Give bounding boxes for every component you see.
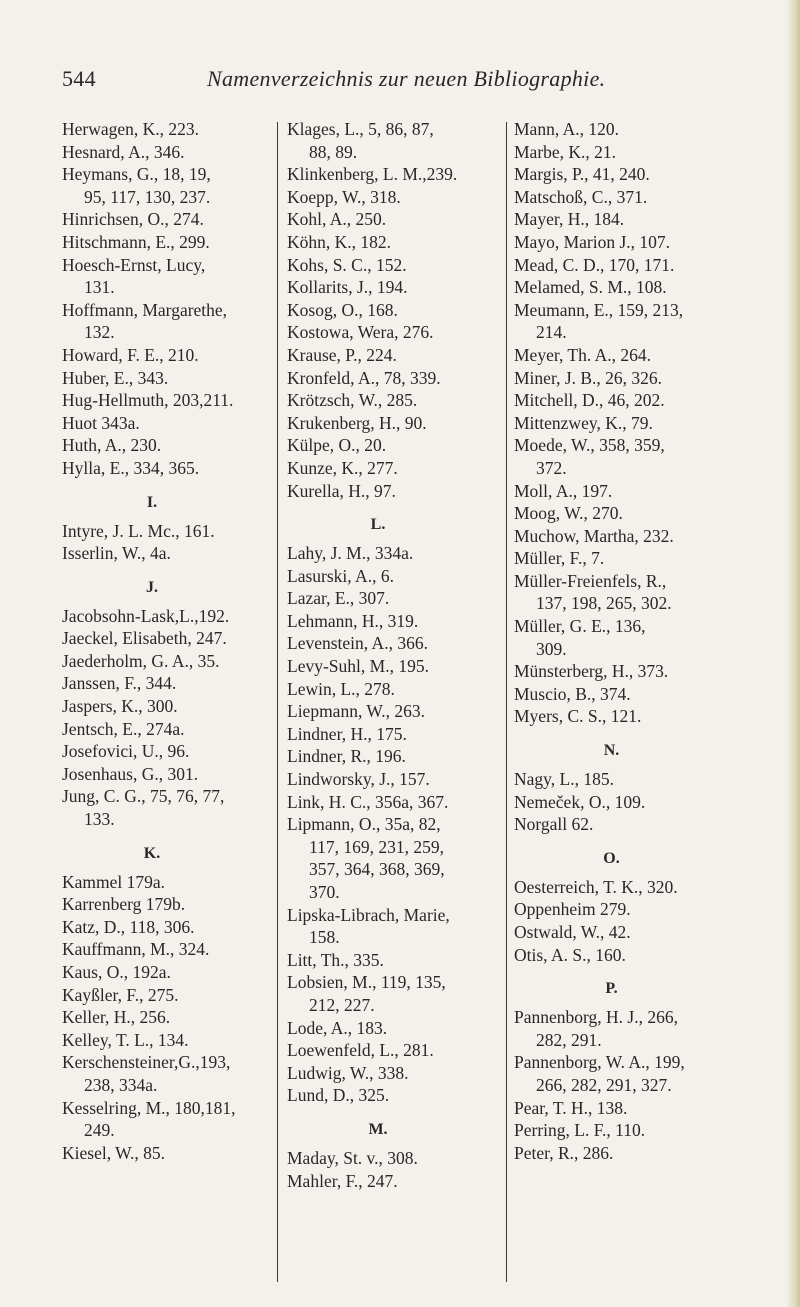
index-entry: Mayer, H., 184. [514,209,625,230]
index-entry-continuation: 95, 117, 130, 237. [84,186,211,207]
section-letter: L. [370,516,386,534]
index-entry: Münsterberg, H., 373. [514,661,669,682]
index-entry: Müller-Freienfels, R., [514,570,667,591]
index-entry: Josefovici, U., 96. [62,741,190,762]
index-entry: Lobsien, M., 119, 135, [287,972,446,993]
index-entry-continuation: 357, 364, 368, 369, [309,859,445,880]
column-divider [277,122,278,1282]
index-entry: Maday, St. v., 308. [287,1147,418,1168]
index-entry: Lund, D., 325. [287,1085,390,1106]
index-entry: Pear, T. H., 138. [514,1097,628,1118]
index-entry: Hug-Hellmuth, 203,211. [62,390,234,411]
index-entry: Mayo, Marion J., 107. [514,231,671,252]
index-entry: Moll, A., 197. [514,480,613,501]
index-entry: Kayßler, F., 275. [62,984,179,1005]
index-entry: Myers, C. S., 121. [514,706,642,727]
index-entry: Kohs, S. C., 152. [287,254,407,275]
index-entry: Link, H. C., 356a, 367. [287,791,449,812]
index-entry: Lipmann, O., 35a, 82, [287,814,441,835]
index-entry: Koepp, W., 318. [287,186,401,207]
index-column-3 [514,118,749,1164]
index-entry: Muchow, Martha, 232. [514,525,674,546]
index-entry: Hinrichsen, O., 274. [62,209,204,230]
index-entry: Howard, F. E., 210. [62,344,199,365]
index-entry: Levy-Suhl, M., 195. [287,656,429,677]
index-entry: Kohl, A., 250. [287,209,387,230]
index-entry: Intyre, J. L. Mc., 161. [62,520,215,541]
index-entry-continuation: 238, 334a. [84,1074,158,1095]
index-entry: Jaeckel, Elisabeth, 247. [62,628,227,649]
index-entry: Huber, E., 343. [62,367,169,388]
section-letter: J. [146,578,158,596]
index-entry: Kerschensteiner,G.,193, [62,1052,231,1073]
index-entry: Oesterreich, T. K., 320. [514,876,678,897]
column-divider [506,122,507,1282]
index-entry: Levenstein, A., 366. [287,633,428,654]
index-entry: Herwagen, K., 223. [62,119,200,139]
index-entry-continuation: 309. [536,638,567,659]
index-entry: Moede, W., 358, 359, [514,435,665,456]
section-letter: O. [603,849,620,867]
index-entry-continuation: 370. [309,882,340,902]
index-entry: Lindner, H., 175. [287,723,407,744]
index-entry: Kunze, K., 277. [287,457,398,478]
index-entry-continuation: 214. [536,322,567,343]
index-entry: Norgall 62. [514,814,594,835]
index-entry: Kesselring, M., 180,181, [62,1097,236,1118]
section-letter: I. [146,493,158,511]
index-entry: Heymans, G., 18, 19, [62,164,211,185]
index-entry: Müller, F., 7. [514,548,605,569]
index-entry: Kurella, H., 97. [287,480,396,501]
index-entry: Moog, W., 270. [514,503,623,524]
index-entry: Pannenborg, H. J., 266, [514,1007,678,1028]
index-entry-continuation: 137, 198, 265, 302. [536,593,672,614]
running-title: Namenverzeichnis zur neuen Bibliographie. [207,66,606,91]
index-entry: Matschoß, C., 371. [514,186,648,207]
index-entry: Köhn, K., 182. [287,231,392,252]
index-entry: Katz, D., 118, 306. [62,916,195,937]
index-entry: Jung, C. G., 75, 76, 77, [62,786,225,807]
index-entry: Hitschmann, E., 299. [62,231,210,252]
index-entry: Hesnard, A., 346. [62,141,185,162]
index-entry: Ostwald, W., 42. [514,922,631,942]
index-entry-continuation: 158. [309,927,340,948]
index-entry: Perring, L. F., 110. [514,1120,646,1141]
index-entry: Mahler, F., 247. [287,1170,398,1191]
section-letter: M. [368,1120,388,1138]
index-entry: Lindner, R., 196. [287,746,406,767]
index-entry: Kammel 179a. [62,871,166,892]
index-entry: Pannenborg, W. A., 199, [514,1052,685,1073]
index-entry: Keller, H., 256. [62,1007,171,1028]
index-entry-continuation: 117, 169, 231, 259, [309,836,444,857]
index-entry: Muscio, B., 374. [514,683,631,704]
index-entry: Miner, J. B., 26, 326. [514,367,663,388]
index-entry: Mitchell, D., 46, 202. [514,390,665,411]
index-entry: Mann, A., 120. [514,119,619,139]
section-letter: N. [603,742,620,760]
index-entry: Lindworsky, J., 157. [287,769,430,790]
index-entry: Klinkenberg, L. M.,239. [287,164,458,185]
index-entry: Karrenberg 179b. [62,894,186,915]
index-entry: Lipska-Librach, Marie, [287,904,450,925]
index-entry: Hoffmann, Margarethe, [62,299,228,320]
index-column-2 [287,118,505,1192]
index-entry: Nemeček, O., 109. [514,791,646,812]
index-entry-continuation: 282, 291. [536,1029,602,1050]
index-entry: Lehmann, H., 319. [287,610,419,631]
index-entry-continuation: 249. [84,1120,115,1141]
index-entry: Isserlin, W., 4a. [62,543,171,564]
index-entry: Kosog, O., 168. [287,299,398,320]
index-entry: Huth, A., 230. [62,435,162,456]
section-letter: K. [143,844,161,862]
index-entry-continuation: 88, 89. [309,141,358,162]
index-entry: Müller, G. E., 136, [514,616,646,637]
index-entry: Oppenheim 279. [514,899,631,920]
index-entry: Lode, A., 183. [287,1017,388,1038]
index-entry: Loewenfeld, L., 281. [287,1040,434,1061]
index-entry: Kollarits, J., 194. [287,277,408,298]
index-entry: Jentsch, E., 274a. [62,718,185,739]
index-entry: Melamed, S. M., 108. [514,277,667,298]
index-entry: Liepmann, W., 263. [287,701,426,722]
index-entry: Hoesch-Ernst, Lucy, [62,254,206,275]
index-entry: Krukenberg, H., 90. [287,412,427,433]
index-entry: Janssen, F., 344. [62,673,177,694]
index-entry: Lasurski, A., 6. [287,565,394,586]
section-letter: P. [605,980,618,998]
index-entry: Mittenzwey, K., 79. [514,412,653,433]
index-entry-continuation: 133. [84,809,115,830]
index-entry-continuation: 266, 282, 291, 327. [536,1074,672,1095]
index-entry: Jaederholm, G. A., 35. [62,650,220,671]
index-entry: Kiesel, W., 85. [62,1142,166,1163]
index-entry: Kelley, T. L., 134. [62,1029,189,1050]
index-entry: Klages, L., 5, 86, 87, [287,119,434,139]
index-entry: Jaspers, K., 300. [62,696,178,717]
index-entry-continuation: 212, 227. [309,994,375,1015]
index-entry-continuation: 372. [536,457,567,478]
index-entry: Kauffmann, M., 324. [62,939,210,960]
index-entry: Hylla, E., 334, 365. [62,457,200,478]
index-column-1 [62,118,272,1164]
index-entry-continuation: 131. [84,277,115,298]
index-entry: Lewin, L., 278. [287,678,395,699]
index-entry: Peter, R., 286. [514,1142,614,1163]
page-edge-shading [786,0,800,1307]
index-entry: Marbe, K., 21. [514,141,617,162]
index-entry: Krause, P., 224. [287,344,397,365]
index-entry: Otis, A. S., 160. [514,944,626,965]
index-entry: Lahy, J. M., 334a. [287,543,414,564]
page-number: 544 [62,66,96,91]
index-entry-continuation: 132. [84,322,115,343]
index-entry: Litt, Th., 335. [287,949,384,970]
index-entry: Jacobsohn-Lask,L.,192. [62,605,230,626]
index-entry: Margis, P., 41, 240. [514,164,650,185]
index-entry: Kaus, O., 192a. [62,962,171,982]
page-header [62,60,762,100]
index-entry: Mead, C. D., 170, 171. [514,254,675,275]
index-entry: Ludwig, W., 338. [287,1062,409,1083]
index-entry: Kronfeld, A., 78, 339. [287,367,441,388]
index-entry: Kostowa, Wera, 276. [287,322,434,343]
index-entry: Külpe, O., 20. [287,435,387,456]
index-entry: Josenhaus, G., 301. [62,763,199,784]
index-entry: Huot 343a. [62,412,140,433]
index-entry: Meumann, E., 159, 213, [514,299,684,320]
index-entry: Meyer, Th. A., 264. [514,344,652,365]
index-entry: Lazar, E., 307. [287,588,390,609]
index-entry: Krötzsch, W., 285. [287,390,418,411]
index-entry: Nagy, L., 185. [514,769,614,790]
